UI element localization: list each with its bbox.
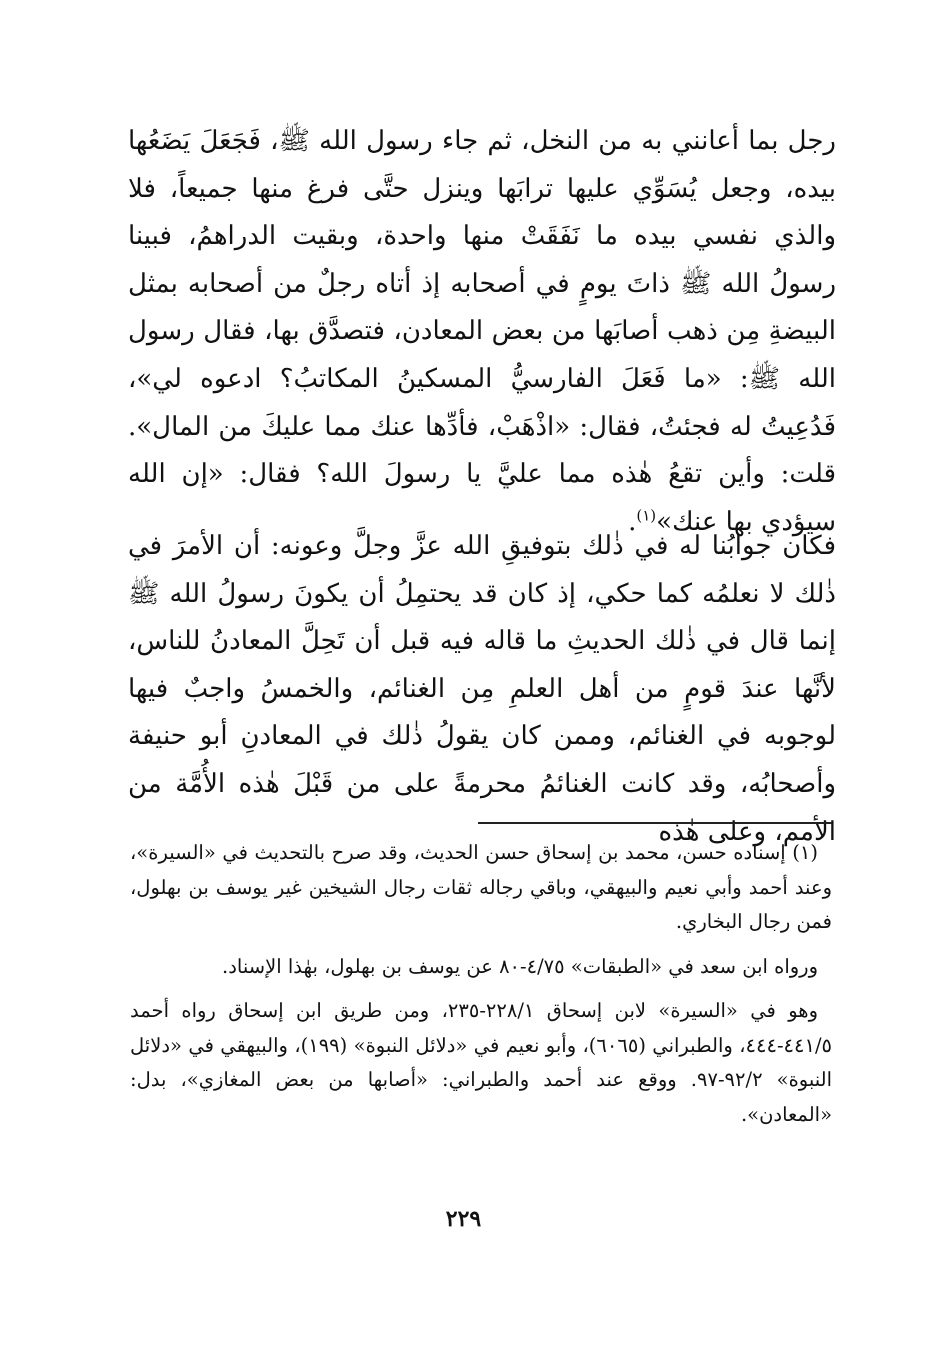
footnote-1-continuation: ورواه ابن سعد في «الطبقات» ٤/٧٥-٨٠ عن يوسف بن بهلول، بهٰذا الإسناد. [222, 954, 818, 978]
body-paragraph-text: رجل بما أعانني به من النخل، ثم جاء رسول الله ﷺ، فَجَعَلَ يَضَعُها بيده، وجعل يُسَوِّي عليها ترابَها وينزل حتَّى فرغ منها جميعاً، فلا والذي نفسي بيده ما نَفَقَتْ منها واحدة، وبقيت الدراهمُ، فبينا رسولُ الله ﷺ ذاتَ يومٍ في أصحابه إذ أتاه رجلٌ من أصحابه بمثل البيضةِ مِن ذهب أصابَها من بعض المعادن، فتصدَّق بها، فقال رسول الله ﷺ: «ما فَعَلَ الفارسيُّ المسكينُ المكاتبُ؟ ادعوه لي»، فَدُعِيتُ له فجئتُ، فقال: «اذْهَبْ، فأدِّها عنك مما عليكَ من المال». قلت: وأين تقعُ هٰذه مما عليَّ يا رسولَ الله؟ فقال: «إن الله سيؤدي بها عنك» [128, 126, 836, 537]
main-text-block-1 [128, 118, 836, 546]
body-paragraph: فكان جوابُنا له في ذٰلك بتوفيقِ الله عزَّ وجلَّ وعونه: أن الأمرَ في ذٰلك لا نعلمُه كما حكي، إذ كان قد يحتمِلُ أن يكونَ رسولُ الله ﷺ إنما قال في ذٰلك الحديثِ ما قاله فيه قبل أن تَحِلَّ المعادنُ للناس، لأنَّها عندَ قومٍ من أهل العلمِ مِن الغنائم، والخمسُ واجبٌ فيها لوجوبه في الغنائم، وممن كان يقولُ ذٰلك في المعادنِ أبو حنيفة وأصحابُه، وقد كانت الغنائمُ محرمةً على من قَبْلَ هٰذه الأُمَّة من الأمم، وعلى هٰذه [128, 531, 837, 847]
footnote-1-sources: وهو في «السيرة» لابن إسحاق ٢٢٨/١-٢٣٥، ومن طريق ابن إسحاق رواه أحمد ٤٤١/٥-٤٤٤، والطبراني (٦٠٦٥)، وأبو نعيم في «دلائل النبوة» (١٩٩)، والبيهقي في «دلائل النبوة» ٩٢/٢-٩٧. ووقع عند أحمد والطبراني: «أصابها من بعض المغازي»، بدل: «المعادن». [130, 999, 832, 1126]
footnote-reference: (١) [636, 506, 657, 525]
footnotes-section [130, 836, 832, 1142]
main-text-block-2 [128, 523, 836, 856]
footnote-separator-rule [478, 822, 832, 824]
body-paragraph-end: . [628, 506, 637, 537]
page-number: ٢٢٩ [445, 1206, 482, 1232]
footnote-1: (١) إسناده حسن، محمد بن إسحاق حسن الحديث، وقد صرح بالتحديث في «السيرة»، وعند أحمد وأبي نعيم والبيهقي، وباقي رجاله ثقات رجال الشيخين غير يوسف بن بهلول، فمن رجال البخاري. [130, 841, 832, 933]
body-paragraph [128, 118, 836, 546]
